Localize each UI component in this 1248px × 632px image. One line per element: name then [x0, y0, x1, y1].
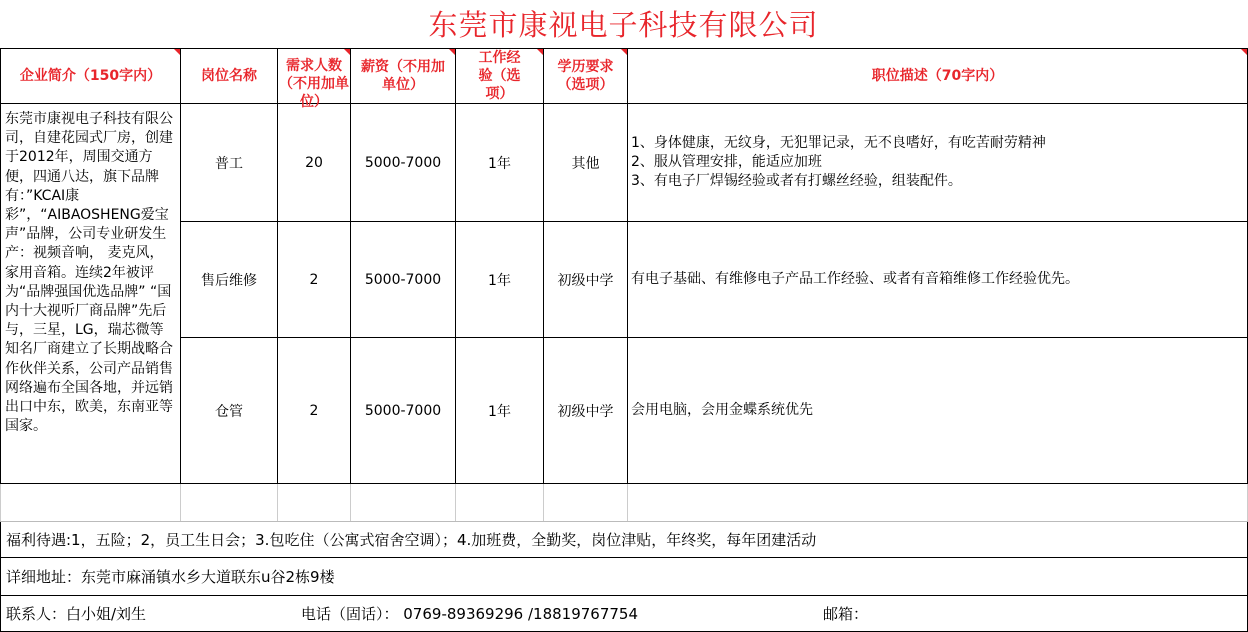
- empty-cell[interactable]: [628, 484, 1248, 522]
- job-experience[interactable]: 1年: [456, 104, 544, 222]
- desc-line: 1、身体健康，无纹身，无犯罪记录，无不良嗜好，有吃苦耐劳精神: [631, 135, 1046, 151]
- job-row: [1, 104, 1248, 222]
- comment-marker-icon: [174, 49, 180, 55]
- empty-cell[interactable]: [278, 484, 351, 522]
- empty-cell[interactable]: [351, 484, 456, 522]
- job-count[interactable]: 2: [278, 222, 351, 338]
- contact-row: [1, 596, 1248, 632]
- comment-marker-icon: [621, 49, 627, 55]
- empty-cell[interactable]: [181, 484, 278, 522]
- address-text[interactable]: 详细地址：东莞市麻涌镇水乡大道联东u谷2栋9楼: [1, 558, 1248, 596]
- contact-phone: 电话（固话）： 0769-89369296 /18819767754: [301, 605, 639, 623]
- job-experience[interactable]: 1年: [456, 222, 544, 338]
- job-salary[interactable]: 5000-7000: [351, 104, 456, 222]
- job-education[interactable]: 初级中学: [544, 222, 628, 338]
- header-education[interactable]: 学历要求（选项）: [544, 49, 628, 104]
- company-title: 东莞市康视电子科技有限公司: [428, 8, 819, 42]
- job-salary[interactable]: 5000-7000: [351, 338, 456, 484]
- header-row: [1, 49, 1248, 104]
- job-count[interactable]: 20: [278, 104, 351, 222]
- job-description[interactable]: [628, 104, 1248, 222]
- job-position[interactable]: 仓管: [181, 338, 278, 484]
- header-experience[interactable]: 工作经验（选项）: [456, 49, 544, 104]
- job-position[interactable]: 售后维修: [181, 222, 278, 338]
- empty-cell[interactable]: [456, 484, 544, 522]
- job-count[interactable]: 2: [278, 338, 351, 484]
- job-table: [0, 48, 1248, 632]
- comment-marker-icon: [537, 49, 543, 55]
- header-count[interactable]: 需求人数（不用加单位）: [278, 49, 351, 104]
- comment-marker-icon: [1241, 49, 1247, 55]
- empty-row: [1, 484, 1248, 522]
- desc-line: 2、服从管理安排，能适应加班: [631, 154, 822, 170]
- benefits-text[interactable]: 福利待遇:1，五险；2，员工生日会；3.包吃住（公寓式宿舍空调）；4.加班费，全勤奖，岗位津贴，年终奖，每年团建活动: [1, 522, 1248, 558]
- contact-cell[interactable]: [1, 596, 1248, 632]
- job-experience[interactable]: 1年: [456, 338, 544, 484]
- desc-line: 3、有电子厂焊锡经验或者有打螺丝经验，组装配件。: [631, 173, 962, 189]
- job-education[interactable]: 其他: [544, 104, 628, 222]
- job-row: [1, 338, 1248, 484]
- desc-line: 有电子基础、有维修电子产品工作经验、或者有音箱维修工作经验优先。: [631, 271, 1079, 287]
- desc-line: 会用电脑，会用金蝶系统优先: [631, 402, 813, 418]
- address-row: [1, 558, 1248, 596]
- comment-marker-icon: [344, 49, 350, 55]
- header-intro[interactable]: 企业简介（150字内）: [1, 49, 181, 104]
- header-position[interactable]: 岗位名称: [181, 49, 278, 104]
- contact-email: 邮箱：: [823, 605, 869, 623]
- header-description[interactable]: 职位描述（70字内）: [628, 49, 1248, 104]
- empty-cell[interactable]: [544, 484, 628, 522]
- job-education[interactable]: 初级中学: [544, 338, 628, 484]
- job-description[interactable]: [628, 338, 1248, 484]
- job-position[interactable]: 普工: [181, 104, 278, 222]
- job-row: [1, 222, 1248, 338]
- contact-person: 联系人：白小姐/刘生: [6, 605, 147, 623]
- comment-marker-icon: [449, 49, 455, 55]
- job-description[interactable]: [628, 222, 1248, 338]
- benefits-row: [1, 522, 1248, 558]
- job-salary[interactable]: 5000-7000: [351, 222, 456, 338]
- empty-cell[interactable]: [1, 484, 181, 522]
- header-salary[interactable]: 薪资（不用加单位）: [351, 49, 456, 104]
- company-intro-cell[interactable]: 东莞市康视电子科技有限公司，自建花园式厂房，创建于2012年，周围交通方便，四通八达，旗下品牌有：”KCAI康彩”，“AIBAOSHENG爱宝声”品牌，公司专业研发生产：视频音响， 麦克风，家用音箱。连续2年被评为“品牌强国优选品牌” “国内十大视听厂商品牌”先后与，三星，LG，瑞芯微等知名厂商建立了长期战略合作伙伴关系，公司产品销售网络遍布全国各地，并远销出口中东，欧美，东南亚等国家。: [1, 104, 181, 484]
